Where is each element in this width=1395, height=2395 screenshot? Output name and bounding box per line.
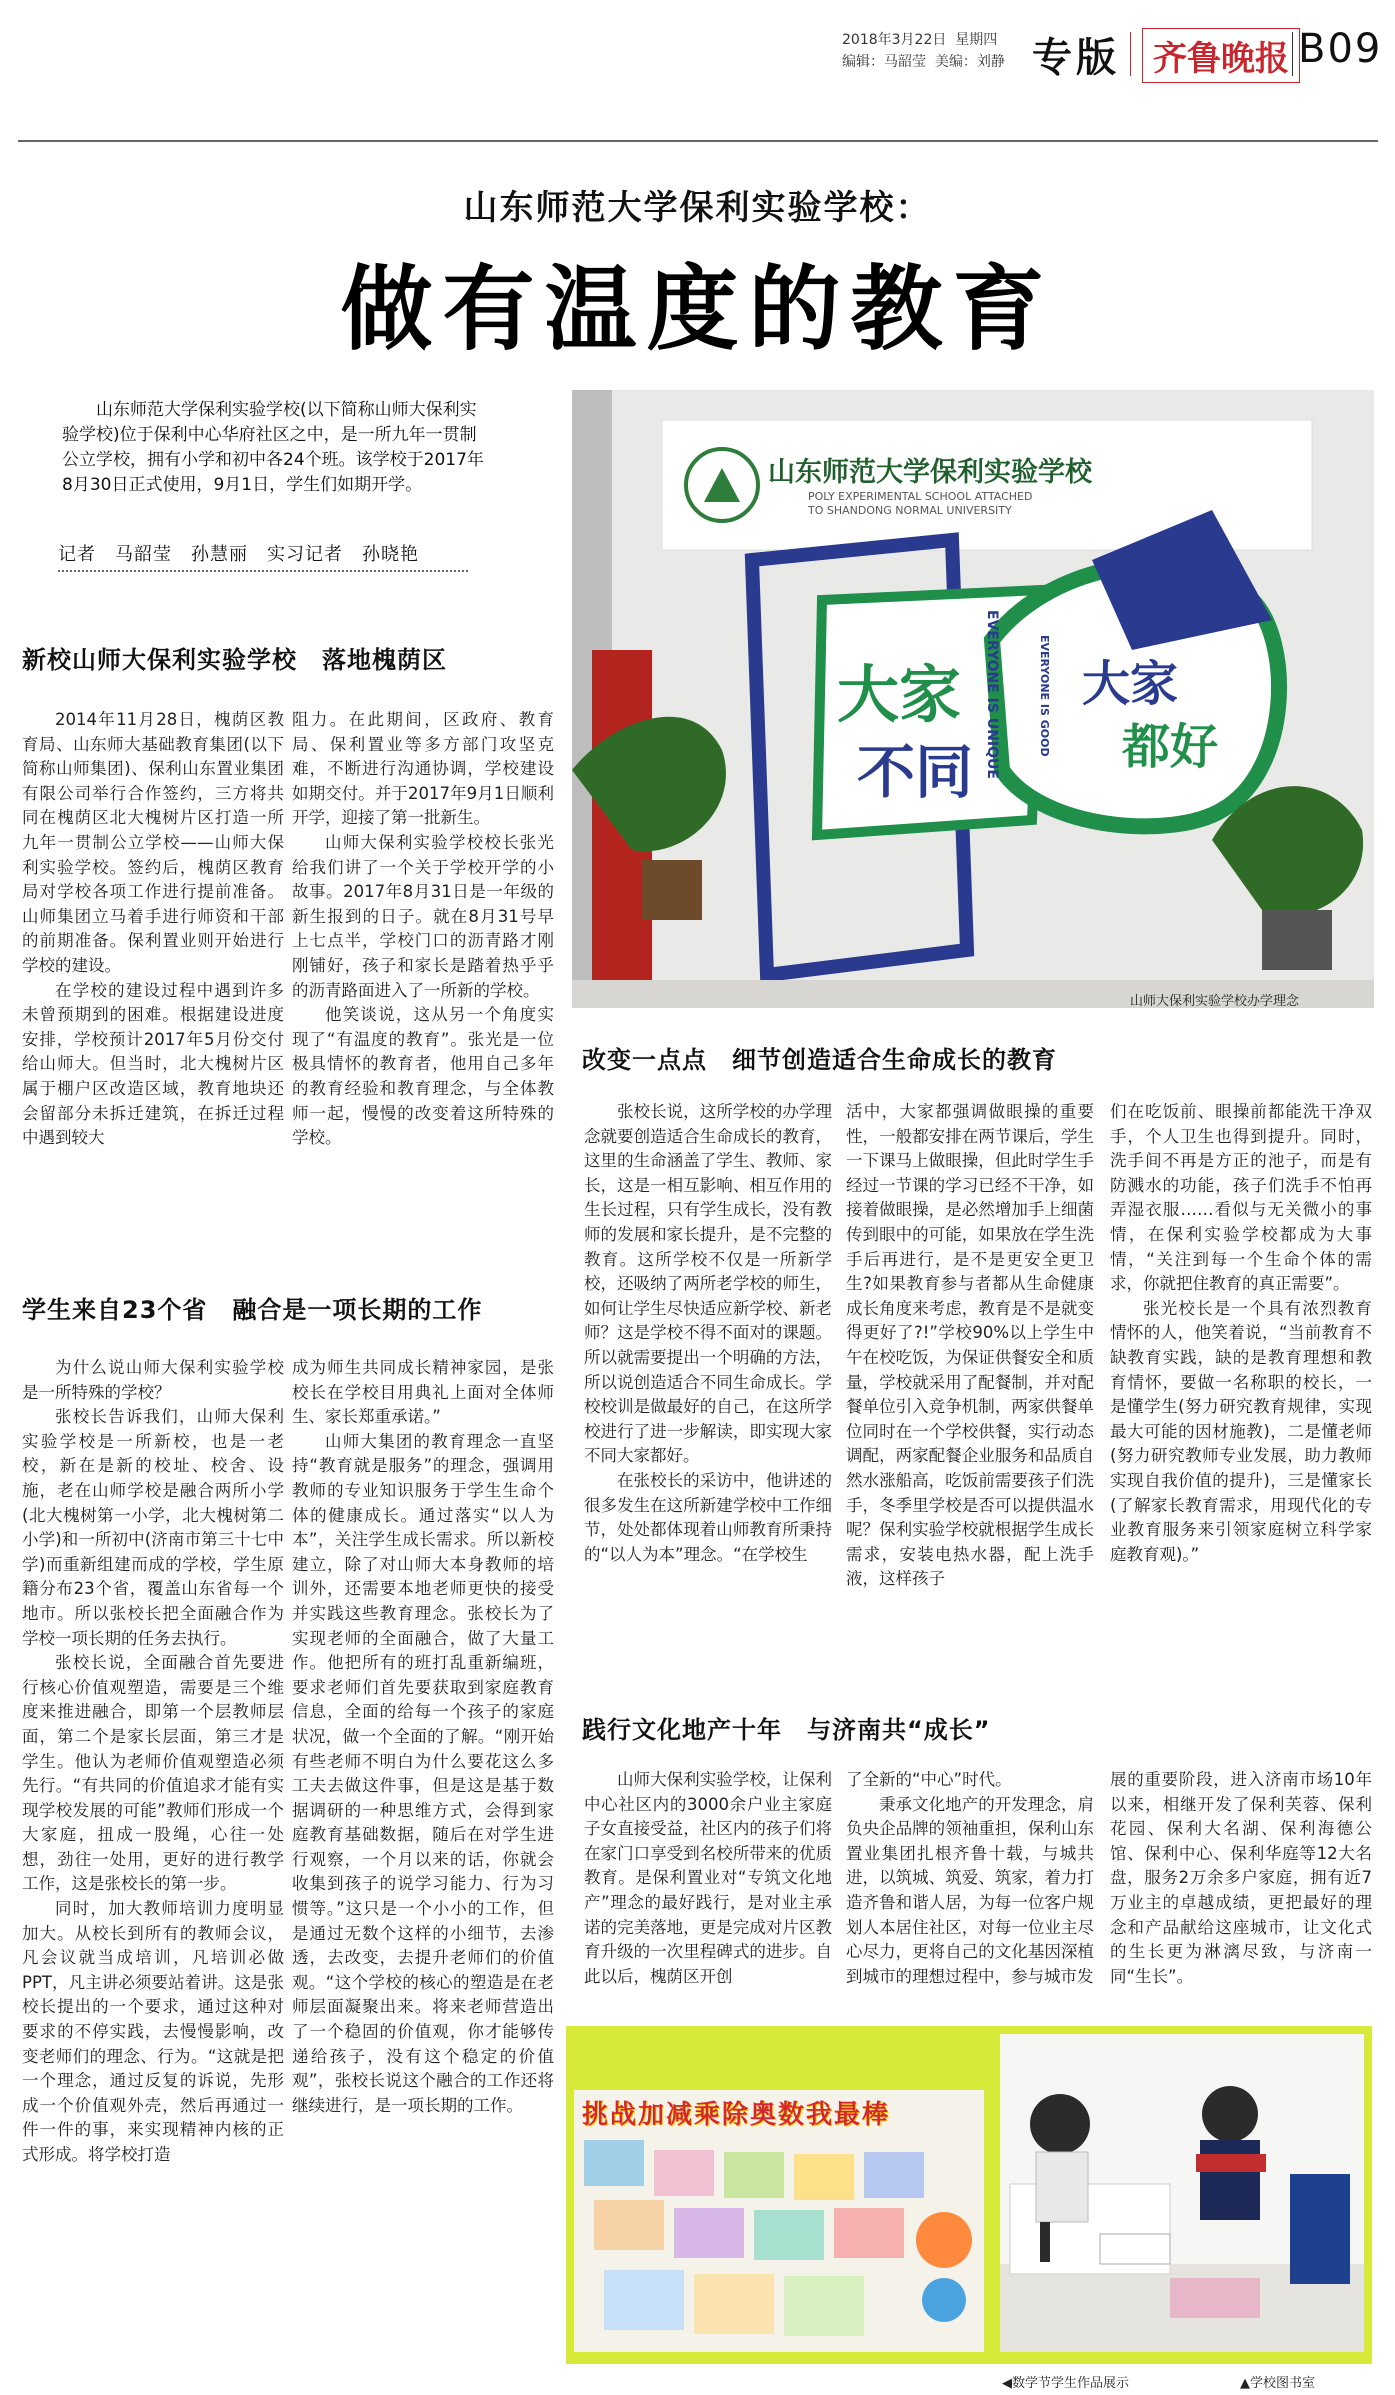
section2-col2 [292, 1356, 554, 2118]
paragraph: 他笑谈说，这从另一个角度实现了“有温度的教育”。张光是一位极具情怀的教育者，他用自己多年的教育经验和教育理念，与全体教师一起，慢慢的改变着这所特殊的学校。 [292, 1005, 554, 1148]
section4-col2 [846, 1768, 1094, 1989]
paragraph: 为什么说山师大保利实验学校是一所特殊的学校？ [22, 1358, 284, 1402]
designer-text: 美编：刘静 [934, 54, 1005, 70]
caption-library: ▲学校图书室 [1240, 2376, 1315, 2391]
sign-english-line2: TO SHANDONG NORMAL UNIVERSITY [808, 504, 1012, 517]
lead-paragraph: 山东师范大学保利实验学校(以下简称山师大保利实验学校)位于保利中心华府社区之中，是一所九年一贯制公立学校，拥有小学和初中各24个班。该学校于2017年8月30日正式使用，9月1日，学生们如期开学。 [62, 400, 484, 495]
paragraph: 在张校长的采访中，他讲述的很多发生在这所新建学校中工作细节，处处都体现着山师教育所秉持的“以人为本”理念。“在学校生 [584, 1470, 832, 1564]
motto-word-1a: 大家 [837, 658, 962, 731]
paragraph: 成为师生共同成长精神家园，是张校长在学校目用典礼上面对全体师生、家长郑重承诺。” [292, 1358, 554, 1427]
motto-english-2: EVERYONE IS GOOD [1038, 635, 1051, 757]
section1-col2 [292, 708, 554, 1151]
paragraph: 展的重要阶段，进入济南市场10年以来，相继开发了保利芙蓉、保利花园、保利大名湖、保利海德公馆、保利中心、保利华庭等12大名盘，服务2万余多户家庭，拥有近7万业主的卓越成绩，更把最好的理念和产品献给这座城市，让文化式的生长更为淋漓尽致，与济南一同“生长”。 [1110, 1770, 1372, 1986]
motto-word-1b: 不同 [857, 738, 974, 806]
motto-word-2b: 都好 [1122, 719, 1219, 775]
sign-english-line1: POLY EXPERIMENTAL SCHOOL ATTACHED [808, 490, 1033, 503]
section3-col1 [584, 1100, 832, 1567]
paragraph: 了全新的“中心”时代。 [846, 1770, 1012, 1789]
paragraph: 秉承文化地产的开发理念，肩负央企品牌的领袖重担，保利山东置业集团扎根齐鲁十载，与城共进，以筑城、筑爱、筑家，着力打造齐鲁和谐人居，为每一位客户规划人本居住社区，对每一位业主尽心尽力，更将自己的文化基因深植到城市的理想过程中，参与城市发 [846, 1794, 1094, 1986]
sign-school-name: 山东师范大学保利实验学校 [768, 457, 1092, 488]
paragraph: 活中，大家都强调做眼操的重要性，一般都安排在两节课后，学生一下课马上做眼操，但此时学生手经过一节课的学习已经不干净，如接着做眼操，是必然增加手上细菌传到眼中的可能，如果放在学生洗手后再进行，是不是更安全更卫生?如果教育参与者都从生命健康成长角度来考虑，教育是不是就变得更好了?!”学校90%以上学生中午在校吃饭，为保证供餐安全和质量，学校就采用了配餐制，并对配餐单位引入竞争机制，两家供餐单位同时在一个学校供餐，实行动态调配，两家配餐企业服务和品质自然水涨船高，吃饭前需要孩子们洗手，冬季里学校是否可以提供温水呢？保利实验学校就根据学生成长需求，安装电热水器，配上洗手液，这样孩子 [846, 1102, 1094, 1589]
section3-col2 [846, 1100, 1094, 1592]
paragraph: 张校长告诉我们，山师大保利实验学校是一所新校，也是一老校，新在是新的校址、校舍、设施，老在山师学校是融合两所小学(北大槐树第一小学，北大槐树第二小学)和一所初中(济南市第三十七中学)而重新组建而成的学校，学生原籍分布23个省，覆盖山东省每一个地市。所以张校长把全面融合作为学校一项长期的任务去执行。 [22, 1407, 284, 1648]
weekday-text: 星期四 [955, 32, 998, 48]
photo-school-motto-wall [572, 390, 1374, 1008]
photo-school-library [1000, 2034, 1364, 2352]
library-illustration [1000, 2034, 1364, 2352]
paragraph: 山师大保利实验学校，让保利中心社区内的3000余户业主家庭子女直接受益，社区内的孩子们将在家门口享受到名校所带来的优质教育。是保利置业对“专筑文化地产”理念的最好践行，是对业主承诺的完美落地，更是完成对片区教育升级的一次里程碑式的进步。自此以后，槐荫区开创 [584, 1770, 832, 1986]
page-number: B09 [1298, 26, 1383, 72]
photo-math-festival-display [574, 2090, 984, 2352]
header-divider [1130, 32, 1131, 76]
section-label: 专版 [1032, 35, 1120, 81]
section1-heading: 新校山师大保利实验学校 落地槐荫区 [22, 646, 447, 674]
paragraph: 山师大保利实验学校校长张光给我们讲了一个关于学校开学的小故事。2017年8月31日是一年级的新生报到的日子。就在8月31号早上七点半，学校门口的沥青路才刚刚铺好，孩子和家长是踏着热乎乎的沥青路面进入了一所新的学校。 [292, 832, 554, 1000]
paragraph: 张校长说，这所学校的办学理念就要创造适合生命成长的教育，这里的生命涵盖了学生、教师、家长，这是一相互影响、相互作用的生长过程，只有学生成长，没有教师的发展和家长提升，是不完整的教育。这所学校不仅是一所新学校，还吸纳了两所老学校的师生，如何让学生尽快适应新学校、新老师？这是学校不得不面对的课题。所以就需要提出一个明确的方法，所以说创造适合不同生命成长。学校校训是做最好的自己，在这所学校进行了进一步解读，即实现大家不同大家都好。 [584, 1102, 832, 1466]
motto-word-2a: 大家 [1082, 656, 1179, 712]
section3-heading: 改变一点点 细节创造适合生命成长的教育 [582, 1046, 1057, 1074]
section2-col1 [22, 1356, 284, 2168]
date-text: 2018年3月22日 [842, 32, 947, 48]
byline: 记者 马韶莹 孙慧丽 实习记者 孙晓艳 [58, 544, 419, 565]
motto-english-1: EVERYONE IS UNIQUE [984, 610, 1000, 779]
header-divider-2 [1292, 32, 1293, 76]
section3-col3 [1110, 1100, 1372, 1567]
caption-math: ◀数学节学生作品展示 [1002, 2376, 1129, 2391]
paragraph: 山师大集团的教育理念一直坚持“教育就是服务”的理念，强调用教师的专业知识服务于学生生命个体的健康成长。通过落实“以人为本”，关注学生成长需求。所以新校建立，除了对山师大本身教师的培训外，还需要本地老师更快的接受并实践这些教育理念。张校长为了实现老师的全面融合，做了大量工作。他把所有的班打乱重新编班，要求老师们首先要获取到家庭教育信息，全面的给每一个孩子的家庭状况，做一个全面的了解。“刚开始有些老师不明白为什么要花这么多工夫去做这件事，但是这是基于数据调研的一种思维方式，会得到家庭教育基础数据，随后在对学生进行观察，一个月以来的话，你就会收集到孩子的说学习能力、行为习惯等。”这只是一个小小的工作，但是通过无数个这样的小细节，去渗透，去改变，去提升老师们的价值观。“这个学校的核心的塑造是在老师层面凝聚出来。将来老师营造出了一个稳固的价值观，你才能够传递给孩子，没有这个稳定的价值观”，张校长说这个融合的工作还将继续进行，是一项长期的工作。 [292, 1431, 554, 2115]
paragraph: 2014年11月28日，槐荫区教育局、山东师大基础教育集团(以下简称山师集团)、保利山东置业集团有限公司举行合作签约，三方将共同在槐荫区北大槐树片区打造一所九年一贯制公立学校——山师大保利实验学校。签约后，槐荫区教育局对学校各项工作进行提前准备。山师集团立马着手进行师资和干部的前期准备。保利置业则开始进行学校的建设。 [22, 710, 284, 975]
byline-box [58, 522, 468, 572]
paragraph: 同时，加大教师培训力度明显加大。从校长到所有的教师会议，凡会议就当成培训，凡培训必做PPT，凡主讲必须要站着讲。这是张校长提出的一个要求，通过这种对要求的不停实践，去慢慢影响，改变老师们的理念、行为。“这就是把一个理念，通过反复的诉说，先形成一个价值观外壳，然后再通过一件一件的事，来实现精神内核的正式形成。将学校打造 [22, 1899, 284, 2164]
paragraph: 阻力。在此期间，区政府、教育局、保利置业等多方部门攻坚克难，不断进行沟通协调，学校建设如期交付。并于2017年9月1日顺利开学，迎接了第一批新生。 [292, 710, 554, 828]
main-photo-caption: 山师大保利实验学校办学理念 [1130, 994, 1300, 1009]
headline: 做有温度的教育 [340, 256, 1055, 363]
section2-heading: 学生来自23个省 融合是一项长期的工作 [22, 1296, 483, 1324]
section4-heading: 践行文化地产十年 与济南共“成长” [582, 1716, 991, 1744]
issue-date [842, 30, 997, 50]
editor-text: 编辑：马韶莹 [842, 54, 926, 70]
paragraph: 在学校的建设过程中遇到许多未曾预期到的困难。根据建设进度安排，学校预计2017年5月份交付给山师大。但当时，北大槐树片区属于棚户区改造区域，教育地块还会留部分未拆迁建筑，在拆迁过程中遇到较大 [22, 980, 284, 1148]
editor-line [842, 52, 1005, 72]
section1-col1 [22, 708, 284, 1151]
title-kicker: 山东师范大学保利实验学校： [463, 188, 932, 228]
math-banner: 挑战加减乘除奥数我最棒 [582, 2100, 891, 2130]
top-rule [18, 140, 1378, 142]
paper-logo: 齐鲁晚报 [1142, 28, 1300, 83]
paragraph: 们在吃饭前、眼操前都能洗干净双手，个人卫生也得到提升。同时，洗手间不再是方正的池子，而是有防溅水的功能，孩子们洗手不怕再弄湿衣服……看似与无关微小的事情，在保利实验学校都成为大事情，“关注到每一个生命个体的需求，你就把住教育的真正需要”。 [1110, 1102, 1372, 1294]
section4-col1 [584, 1768, 832, 1989]
paragraph: 张光校长是一个具有浓烈教育情怀的人，他笑着说，“当前教育不缺教育实践，缺的是教育理想和教育情怀，要做一名称职的校长，一是懂学生(努力研究教育规律，实现最大可能的因材施教)，二是懂老师(努力研究教师专业发展，助力教师实现自我价值的提升)，三是懂家长(了解家长教育需求，用现代化的专业教育服务来引领家庭树立科学家庭教育观)。” [1110, 1298, 1372, 1564]
section4-col3 [1110, 1768, 1372, 1989]
paragraph: 张校长说，全面融合首先要进行核心价值观塑造，需要是三个维度来推进融合，即第一个层教师层面，第二个是家长层面，第三才是学生。他认为老师价值观塑造必须先行。“有共同的价值追求才能有实现学校发展的可能”教师们形成一个大家庭，扭成一股绳，心往一处想，劲往一处用，更好的进行教学工作，这是张校长的第一步。 [22, 1653, 284, 1894]
